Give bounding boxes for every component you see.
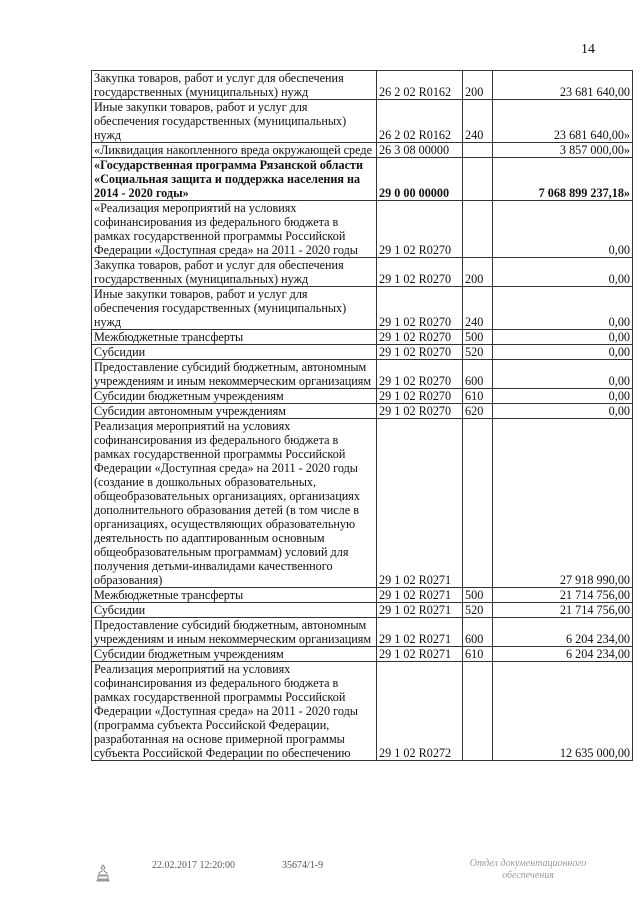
row-code-cell: 29 1 02 R0270: [377, 258, 463, 287]
row-name-cell: Субсидии: [92, 603, 377, 618]
row-amount-cell: 12 635 000,00: [493, 662, 633, 761]
table-row: [92, 603, 633, 618]
row-vr-cell: 240: [463, 287, 493, 330]
table-row: [92, 201, 633, 258]
row-code-cell: 29 1 02 R0272: [377, 662, 463, 761]
row-vr-cell: 500: [463, 330, 493, 345]
row-amount-cell: 27 918 990,00: [493, 419, 633, 588]
row-code-cell: 26 2 02 R0162: [377, 100, 463, 143]
row-name-cell: «Государственная программа Рязанской области «Социальная защита и поддержка населения на 2014 - 2020 годы»: [92, 158, 377, 201]
footer-datetime: 22.02.2017 12:20:00: [152, 860, 236, 871]
row-vr-cell: 200: [463, 258, 493, 287]
row-amount-cell: 0,00: [493, 345, 633, 360]
row-code-cell: 29 1 02 R0270: [377, 389, 463, 404]
table-row: [92, 618, 633, 647]
table-row: [92, 389, 633, 404]
row-amount-cell: 3 857 000,00»: [493, 143, 633, 158]
row-code-cell: 29 1 02 R0271: [377, 588, 463, 603]
row-name-cell: Закупка товаров, работ и услуг для обеспечения государственных (муниципальных) нужд: [92, 258, 377, 287]
row-vr-cell: [463, 419, 493, 588]
row-code-cell: 29 1 02 R0271: [377, 618, 463, 647]
row-vr-cell: [463, 201, 493, 258]
row-amount-cell: 7 068 899 237,18»: [493, 158, 633, 201]
row-code-cell: 29 1 02 R0270: [377, 404, 463, 419]
row-name-cell: Реализация мероприятий на условиях софинансирования из федерального бюджета в рамках государственной программы Российской Федерации «Доступная среда» на 2011 - 2020 годы (создание в дошкольных образовательных, общеобразовательных организациях, организациях дополнительного образования детей (в том числе в организациях, осуществляющих образовательную деятельность по адаптированным основным общеобразовательным программам) условий для получения детьми-инвалидами качественного образования): [92, 419, 377, 588]
table-row: [92, 258, 633, 287]
row-name-cell: «Ликвидация накопленного вреда окружающей среде: [92, 143, 377, 158]
table-row: [92, 71, 633, 100]
row-code-cell: 29 1 02 R0270: [377, 330, 463, 345]
row-code-cell: 26 3 08 00000: [377, 143, 463, 158]
row-vr-cell: 610: [463, 647, 493, 662]
table-row: [92, 287, 633, 330]
row-vr-cell: 240: [463, 100, 493, 143]
table-body: [92, 71, 633, 761]
row-name-cell: Субсидии бюджетным учреждениям: [92, 647, 377, 662]
row-amount-cell: 6 204 234,00: [493, 647, 633, 662]
row-name-cell: Предоставление субсидий бюджетным, автономным учреждениям и иным некоммерческим организациям: [92, 618, 377, 647]
row-code-cell: 29 1 02 R0271: [377, 647, 463, 662]
row-amount-cell: 23 681 640,00: [493, 71, 633, 100]
row-code-cell: 29 1 02 R0270: [377, 360, 463, 389]
row-amount-cell: 0,00: [493, 389, 633, 404]
row-name-cell: Субсидии бюджетным учреждениям: [92, 389, 377, 404]
row-name-cell: Реализация мероприятий на условиях софинансирования из федерального бюджета в рамках государственной программы Российской Федерации «Доступная среда» на 2011 - 2020 годы (программа субъекта Российской Федерации, разработанная на основе примерной программы субъекта Российской Федерации по обеспечению: [92, 662, 377, 761]
row-vr-cell: [463, 158, 493, 201]
row-vr-cell: [463, 662, 493, 761]
row-vr-cell: [463, 143, 493, 158]
row-name-cell: Субсидии автономным учреждениям: [92, 404, 377, 419]
table-row: [92, 158, 633, 201]
footer-note: Отдел документационного обеспечения: [469, 858, 587, 881]
page-footer: [0, 858, 640, 898]
row-name-cell: Межбюджетные трансферты: [92, 588, 377, 603]
table-row: [92, 345, 633, 360]
row-code-cell: 29 1 02 R0270: [377, 345, 463, 360]
table-row: [92, 404, 633, 419]
row-amount-cell: 23 681 640,00»: [493, 100, 633, 143]
row-vr-cell: 500: [463, 588, 493, 603]
row-vr-cell: 200: [463, 71, 493, 100]
row-code-cell: 29 1 02 R0271: [377, 419, 463, 588]
table-row: [92, 330, 633, 345]
row-code-cell: 29 1 02 R0270: [377, 287, 463, 330]
row-name-cell: Предоставление субсидий бюджетным, автономным учреждениям и иным некоммерческим организациям: [92, 360, 377, 389]
row-amount-cell: 0,00: [493, 201, 633, 258]
row-code-cell: 29 1 02 R0271: [377, 603, 463, 618]
row-amount-cell: 0,00: [493, 258, 633, 287]
row-code-cell: 29 1 02 R0270: [377, 201, 463, 258]
footer-document-id: 35674/1-9: [282, 860, 324, 871]
row-name-cell: Иные закупки товаров, работ и услуг для обеспечения государственных (муниципальных) нужд: [92, 100, 377, 143]
page-number: 14: [581, 42, 595, 57]
row-amount-cell: 0,00: [493, 330, 633, 345]
table-row: [92, 100, 633, 143]
table-row: [92, 360, 633, 389]
row-name-cell: Субсидии: [92, 345, 377, 360]
row-vr-cell: 620: [463, 404, 493, 419]
table-row: [92, 143, 633, 158]
table-row: [92, 588, 633, 603]
row-amount-cell: 21 714 756,00: [493, 588, 633, 603]
row-amount-cell: 0,00: [493, 404, 633, 419]
row-amount-cell: 0,00: [493, 360, 633, 389]
row-amount-cell: 0,00: [493, 287, 633, 330]
row-amount-cell: 6 204 234,00: [493, 618, 633, 647]
row-amount-cell: 21 714 756,00: [493, 603, 633, 618]
row-vr-cell: 520: [463, 603, 493, 618]
table-row: [92, 419, 633, 588]
table-row: [92, 662, 633, 761]
row-vr-cell: 520: [463, 345, 493, 360]
row-vr-cell: 600: [463, 360, 493, 389]
budget-table: [91, 70, 633, 761]
row-name-cell: Межбюджетные трансферты: [92, 330, 377, 345]
row-name-cell: Иные закупки товаров, работ и услуг для обеспечения государственных (муниципальных) нужд: [92, 287, 377, 330]
row-code-cell: 26 2 02 R0162: [377, 71, 463, 100]
row-vr-cell: 600: [463, 618, 493, 647]
row-name-cell: «Реализация мероприятий на условиях софинансирования из федерального бюджета в рамках государственной программы Российской Федерации «Доступная среда» на 2011 - 2020 годы: [92, 201, 377, 258]
table-row: [92, 647, 633, 662]
stamp-icon: [96, 864, 110, 882]
row-name-cell: Закупка товаров, работ и услуг для обеспечения государственных (муниципальных) нужд: [92, 71, 377, 100]
row-code-cell: 29 0 00 00000: [377, 158, 463, 201]
row-vr-cell: 610: [463, 389, 493, 404]
